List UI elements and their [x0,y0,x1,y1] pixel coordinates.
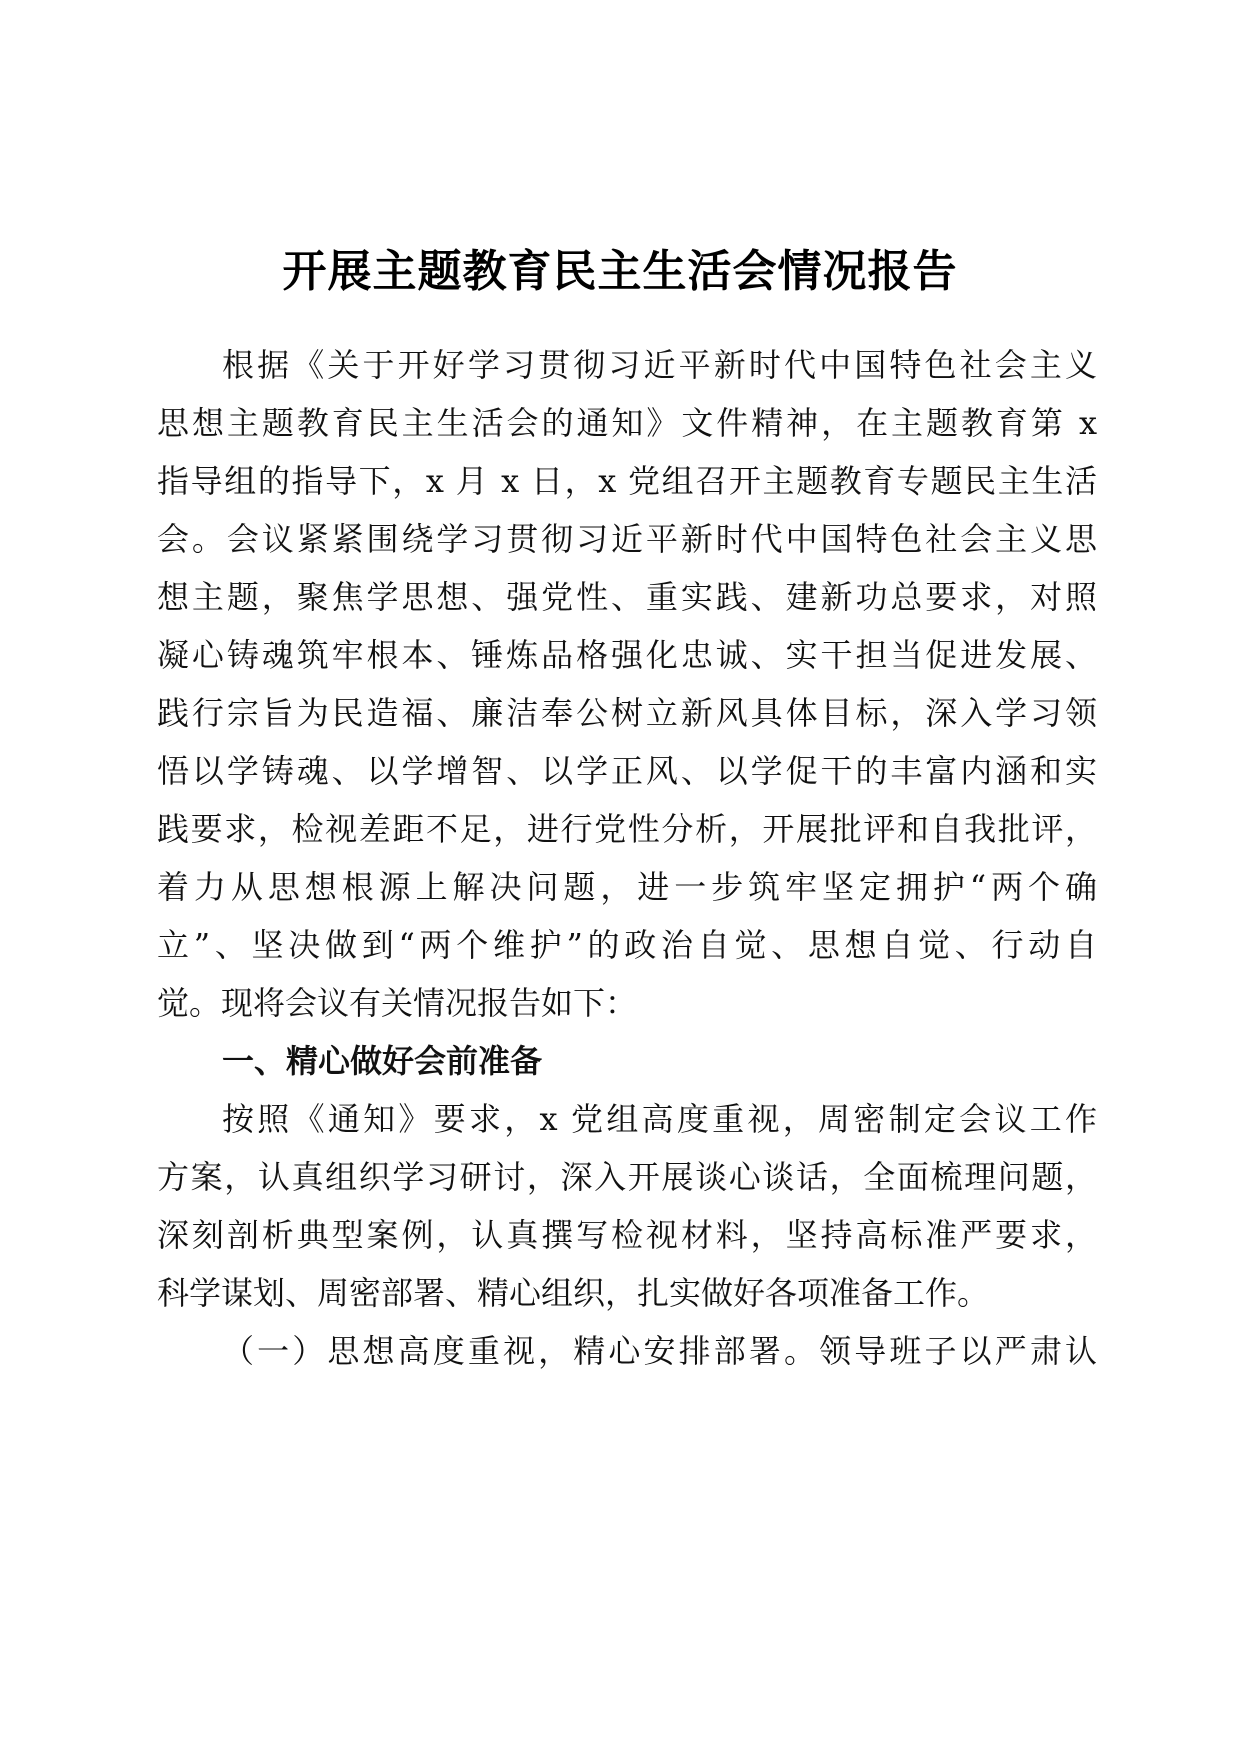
paragraph-2-line-3: 深刻剖析典型案例，认真撰写检视材料，坚持高标准严要求， [157,1216,1097,1254]
paragraph-1-line-10: 着力从思想根源上解决问题，进一步筑牢坚定拥护“两个确 [157,868,1097,906]
paragraph-1-line-12: 觉。现将会议有关情况报告如下： [157,984,638,1022]
paragraph-1-line-7: 践行宗旨为民造福、廉洁奉公树立新风具体目标，深入学习领 [157,694,1097,732]
paragraph-2-line-4: 科学谋划、周密部署、精心组织，扎实做好各项准备工作。 [157,1274,990,1312]
paragraph-1-line-6: 凝心铸魂筑牢根本、锤炼品格强化忠诚、实干担当促进发展、 [157,636,1097,674]
paragraph-1-line-11: 立”、坚决做到“两个维护”的政治自觉、思想自觉、行动自 [157,926,1097,964]
paragraph-1-line-5: 想主题，聚焦学思想、强党性、重实践、建新功总要求，对照 [157,578,1097,616]
paragraph-1-line-8: 悟以学铸魂、以学增智、以学正风、以学促干的丰富内涵和实 [157,752,1097,790]
paragraph-2-line-1: 按照《通知》要求，x 党组高度重视，周密制定会议工作 [222,1100,1097,1138]
paragraph-1-line-4: 会。会议紧紧围绕学习贯彻习近平新时代中国特色社会主义思 [157,520,1097,558]
subsection-line-1: （一）思想高度重视，精心安排部署。领导班子以严肃认 [222,1332,1097,1370]
paragraph-1-line-2: 思想主题教育民主生活会的通知》文件精神，在主题教育第 x [157,404,1097,442]
document-title: 开展主题教育民主生活会情况报告 [282,246,958,297]
paragraph-1-line-3: 指导组的指导下，x 月 x 日，x 党组召开主题教育专题民主生活 [157,462,1097,500]
paragraph-1-line-1: 根据《关于开好学习贯彻习近平新时代中国特色社会主义 [222,346,1097,384]
section-heading-1: 一、精心做好会前准备 [222,1042,543,1080]
paragraph-1-line-9: 践要求，检视差距不足，进行党性分析，开展批评和自我批评， [157,810,1097,848]
paragraph-2-line-2: 方案，认真组织学习研讨，深入开展谈心谈话，全面梳理问题， [157,1158,1097,1196]
